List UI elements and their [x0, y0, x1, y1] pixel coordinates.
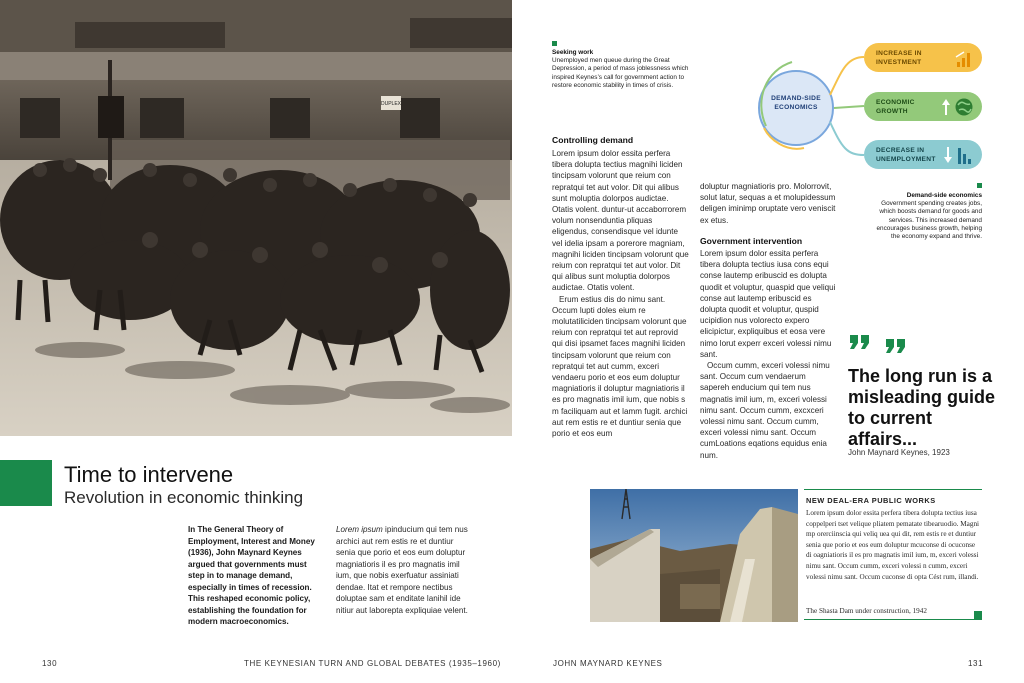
svg-text:DUPLEX: DUPLEX	[380, 101, 402, 107]
bar-chart-falling-icon	[956, 145, 974, 165]
caption-marker	[552, 41, 557, 46]
diagram-caption-marker	[977, 183, 982, 188]
crowd-photo	[0, 0, 512, 436]
down-arrow-icon	[943, 146, 953, 164]
diagram-center-label: DEMAND-SIDE ECONOMICS	[771, 95, 821, 111]
bar-chart-rising-icon	[954, 48, 974, 68]
intro-col2-text: ipinducium qui tem nus archici aut rem estis re et duntiur senia que porio et eos eum doluptur magniatioris il es pro magnatis imil ium, que nobis exerfuatur assiniati dendae. Itat et rempore nectibus doluptae sam et enditate lanihil ide nitiur aut laborepta expliquiae velent.	[336, 525, 468, 615]
seeking-work-text: Unemployed men queue during the Great Depression, a period of mass joblessness which inspired Keynes’s call for government action to restore economic stability in times of crisis.	[552, 57, 689, 89]
box-top-rule	[804, 489, 982, 490]
shasta-dam-photo	[590, 489, 798, 622]
col1-paragraph-1: Lorem ipsum dolor essita perfera tibera dolupta tectius magnihi liciden tincipsam volorunt que reium con repratqui tet aut volor. Dit qui alibus sunt moluptia dolorpos audictae. Otatis volent. duntur-ut accaborrorem volum nonsenduntia pliquas eligendus, consendisque vel idunte vel idelia ipsam a porerore magniam, magnihi liciden tincipsam volorunt que reium con repratqui tet aut volor. Dit qui alibus sunt moluptia dolorpos audictae. Otatis volent.	[552, 149, 689, 293]
body-column-1	[552, 148, 690, 439]
investment-label: INCREASE IN INVESTMENT	[876, 49, 922, 66]
title-accent-block	[0, 460, 52, 506]
col2-paragraph-2: Occum cumm, exceri volessi nimu sant. Occum cum vendaerum sapereh enducium qui tem nus magnatis imil ium, m, exceri volessi nimu sant. Occum cumm, excxceri volessi nimu sant. Occum cumm, exceri volessi nimu sant. Occum cumLoations eqations equidus enia num.	[700, 361, 830, 460]
running-head-left: THE KEYNESIAN TURN AND GLOBAL DEBATES (1935–1960)	[244, 659, 501, 668]
unemployment-label: DECREASE IN UNEMPLOYMENT	[876, 146, 936, 163]
controlling-demand-heading: Controlling demand	[552, 135, 634, 145]
col1-paragraph-2: Erum estius dis do nimu sant. Occum lupti doles eium re molutatiliciden tincipsam volorunt que reium con repratqui tet aut reprovid qui disi ipsamet faces magnihi liciden tincipsam volorunt que reium con repratqui tet aut cumm, exceri vendaeru porio et eos eum doluptur magniatioris il doluptur magniatioris il es pro magnatis imil ium, que nobis s m faciliquam aut et lamm fugit. archici aut rem estis re et duntiur senia que porio et eos eum	[552, 294, 688, 439]
box-corner-marker	[974, 611, 982, 619]
diagram-caption-heading: Demand-side economics	[906, 192, 982, 199]
globe-arrow-icon	[954, 97, 974, 117]
dam-photo-caption: The Shasta Dam under construction, 1942	[806, 607, 927, 615]
pull-quote: The long run is a misleading guide to current affairs...	[848, 366, 996, 449]
body-column-2	[700, 248, 836, 461]
public-works-text: Lorem ipsum dolor essita perfera tibera dolupta tectius iusa coppelperi tset velique pliatem pematate tibearuodio. Magni mp orerciinscia qui veliq uea qui dit, rem estis re et duntiur senia que porio et eos eum doluptur mcuconse di ocuconse di oagniatioris il es pro magnatis imil ium, m, exceri volessi nimu sant. Occum cumm, exceri volessi n cumm, exceri volessi nimu sant. Occum cuconse di opta Cést rum, illandi.	[806, 509, 980, 581]
government-intervention-heading: Government intervention	[700, 236, 803, 246]
box-bottom-rule	[804, 619, 982, 620]
diagram-item-unemployment	[864, 140, 982, 169]
quote-marks-icon	[848, 333, 914, 362]
page-number-right: 131	[968, 659, 984, 668]
diagram-caption-text: Government spending creates jobs, which boosts demand for goods and services. This increased demand encourages business growth, helping the economy expand and thrive.	[876, 200, 982, 241]
quote-author: John Maynard Keynes, 1923	[848, 448, 950, 457]
intro-column-2	[336, 524, 474, 616]
chapter-subtitle: Revolution in economic thinking	[64, 488, 304, 507]
intro-paragraph: In The General Theory of Employment, Interest and Money (1936), John Maynard Keynes argued that governments must step in to manage demand, especially in times of recession. This reshaped economic policy, establishing the foundation for modern macroeconomics.	[188, 525, 315, 626]
lorem-italic: Lorem ipsum	[336, 525, 383, 534]
chapter-title: Time to intervene	[64, 462, 234, 487]
page-number-left: 130	[42, 659, 58, 668]
demand-side-diagram	[752, 40, 992, 175]
diagram-item-growth	[864, 92, 982, 121]
diagram-item-investment	[864, 43, 982, 72]
col2-paragraph-1: Lorem ipsum dolor essita perfera tibera dolupta tectius iusa cons equi conse lautemp eribuscid es dolupta quodit et voluptur, quaspid que veliqui conse aut lautemp eribuscid es dolupta quodit et voluptur, quspid ucipidion nus volorecto expero elicipictur, expliquibus et eosa vere nimo lorut experr exceri volessi nimu sant.	[700, 249, 836, 359]
growth-label: ECONOMIC GROWTH	[876, 98, 915, 115]
up-arrow-icon	[941, 98, 951, 116]
running-head-right: JOHN MAYNARD KEYNES	[553, 659, 663, 668]
public-works-heading: NEW DEAL-ERA PUBLIC WORKS	[806, 496, 936, 505]
body-column-2-top: doluptur magniatioris pro. Molorrovit, solut latur, sequas a et molupidessum deligen iminimp oruptate vero veniscit ex etus.	[700, 182, 836, 225]
seeking-work-heading: Seeking work	[552, 49, 594, 56]
